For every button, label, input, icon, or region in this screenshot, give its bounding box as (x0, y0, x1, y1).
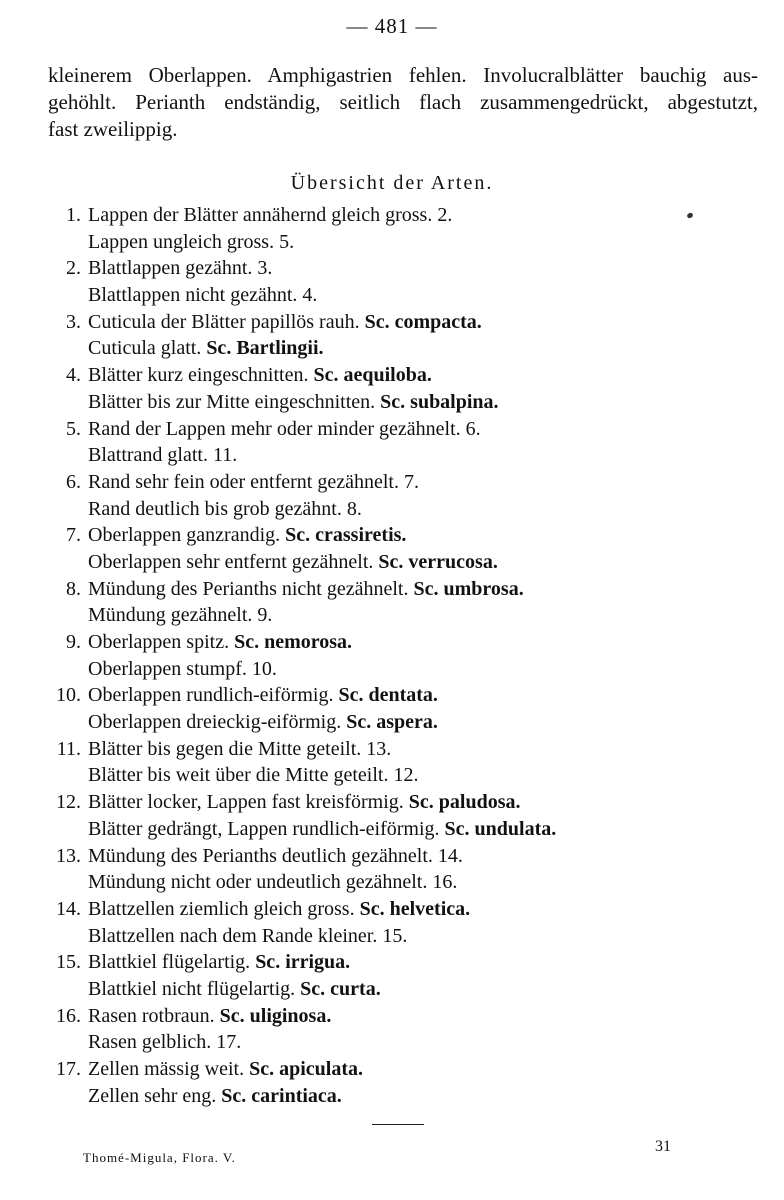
key-alternative (40, 869, 760, 896)
key-lead (40, 1056, 760, 1083)
key-number: 11. (56, 737, 81, 760)
key-text (88, 282, 317, 309)
key-description: Lappen der Blätter annähernd gleich gross. 2. (88, 204, 453, 226)
key-description: Lappen ungleich gross. 5. (88, 230, 295, 253)
key-text (88, 549, 498, 576)
key-alternative (40, 656, 760, 683)
key-number: 15. (56, 951, 81, 974)
key-alternative (40, 976, 760, 1003)
key-number: 12. (56, 791, 81, 814)
key-text (88, 309, 482, 336)
key-description: Oberlappen stumpf. 10. (88, 657, 277, 680)
key-lead (40, 789, 760, 816)
key-description: Blattkiel flügelartig. (88, 951, 256, 974)
species-name: Sc. aspera. (346, 711, 438, 734)
species-name: Sc. Bartlingii. (206, 337, 324, 360)
key-alternative (40, 442, 760, 469)
key-description: Mündung des Perianths deutlich gezähnelt. 14. (88, 844, 463, 867)
key-entry (40, 522, 760, 575)
key-alternative (40, 229, 760, 256)
key-lead (40, 469, 760, 496)
intro-line: fast zweilippig. (48, 117, 178, 141)
key-text (88, 816, 556, 843)
key-description: Zellen mässig weit. (88, 1058, 250, 1080)
key-entry (40, 843, 760, 896)
key-text (88, 923, 407, 950)
signature-number: 31 (655, 1138, 671, 1155)
key-text (88, 789, 520, 816)
species-name: Sc. nemorosa. (234, 631, 353, 653)
key-number: 2. (66, 257, 81, 280)
species-name: Sc. paludosa. (408, 791, 521, 814)
key-text (88, 469, 419, 496)
intro-line: gehöhlt. Perianth endständig, seitlich flach zusammengedrückt, abgestutzt, (48, 90, 758, 114)
key-entry (40, 1056, 760, 1109)
key-lead (40, 576, 760, 603)
key-lead (40, 202, 760, 229)
intro-line: kleinerem Oberlappen. Amphigastrien fehlen. Involucralblätter bauchig aus- (48, 63, 758, 87)
key-alternative (40, 496, 760, 523)
species-name: Sc. dentata. (338, 684, 438, 707)
key-text (88, 496, 362, 523)
species-name: Sc. crassiretis. (285, 524, 407, 547)
key-text (88, 335, 324, 362)
key-alternative (40, 762, 760, 789)
key-text (88, 869, 457, 896)
key-alternative (40, 335, 760, 362)
key-description: Blätter bis gegen die Mitte geteilt. 13. (88, 737, 392, 760)
key-description: Oberlappen sehr entfernt gezähnelt. (88, 550, 379, 573)
key-alternative (40, 709, 760, 736)
key-alternative (40, 282, 760, 309)
key-entry (40, 949, 760, 1002)
key-number: 10. (56, 684, 81, 707)
key-lead (40, 309, 760, 336)
key-description: Oberlappen spitz. (88, 631, 235, 653)
key-lead (40, 896, 760, 923)
key-lead (40, 843, 760, 870)
key-text (88, 576, 524, 603)
key-description: Cuticula der Blätter papillös rauh. (88, 310, 365, 333)
key-entry (40, 255, 760, 308)
key-lead (40, 362, 760, 389)
species-name: Sc. curta. (300, 977, 381, 1000)
key-number: 16. (56, 1004, 81, 1027)
key-text (88, 736, 391, 763)
key-description: Blätter locker, Lappen fast kreisförmig. (88, 791, 409, 814)
key-description: Blattzellen ziemlich gleich gross. (88, 897, 360, 920)
key-description: Rasen rotbraun. (88, 1004, 220, 1027)
key-description: Blattrand glatt. 11. (88, 444, 238, 467)
key-number: 8. (66, 577, 81, 600)
key-text (88, 522, 406, 549)
key-text (88, 1056, 363, 1083)
key-text (88, 896, 470, 923)
footer-signature: Thomé-Migula, Flora. V. (83, 1150, 236, 1165)
key-text (88, 1003, 331, 1030)
key-number: 14. (56, 897, 81, 920)
key-lead (40, 416, 760, 443)
key-number: 6. (66, 470, 81, 493)
key-description: Cuticula glatt. (88, 337, 207, 360)
section-title: Übersicht der Arten. (290, 172, 494, 194)
key-number: 9. (66, 631, 81, 653)
key-text (88, 202, 452, 229)
key-description: Mündung nicht oder undeutlich gezähnelt. 16. (88, 871, 458, 894)
footer-divider (372, 1124, 424, 1125)
key-text (88, 843, 463, 870)
species-name: Sc. undulata. (444, 817, 557, 840)
key-text (88, 416, 481, 443)
key-description: Oberlappen ganzrandig. (88, 524, 286, 547)
key-description: Blattkiel nicht flügelartig. (88, 977, 301, 1000)
key-text (88, 362, 432, 389)
key-text (88, 709, 438, 736)
key-lead (40, 522, 760, 549)
key-description: Blätter bis zur Mitte eingeschnitten. (88, 390, 381, 413)
species-name: Sc. irrigua. (255, 951, 351, 974)
key-number: 4. (66, 364, 81, 387)
key-number: 5. (66, 417, 81, 440)
key-entry (40, 416, 760, 469)
species-name: Sc. helvetica. (359, 897, 471, 920)
key-text (88, 762, 418, 789)
key-number: 7. (66, 524, 81, 547)
key-description: Mündung des Perianths nicht gezähnelt. (88, 577, 414, 600)
key-text (88, 1083, 342, 1110)
key-number: 17. (56, 1058, 81, 1080)
key-alternative (40, 389, 760, 416)
page-number: — 481 — (346, 14, 438, 38)
key-entry (40, 736, 760, 789)
key-entry (40, 682, 760, 735)
key-description: Oberlappen rundlich-eiförmig. (88, 684, 339, 707)
species-name: Sc. carintiaca. (221, 1084, 342, 1107)
key-lead (40, 255, 760, 282)
key-description: Rand deutlich bis grob gezähnt. 8. (88, 497, 362, 520)
key-description: Rand der Lappen mehr oder minder gezähnelt. 6. (88, 417, 481, 440)
species-name: Sc. verrucosa. (378, 550, 498, 573)
key-entry (40, 629, 760, 682)
key-description: Blattlappen nicht gezähnt. 4. (88, 284, 318, 307)
key-entry (40, 789, 760, 842)
key-description: Blattzellen nach dem Rande kleiner. 15. (88, 924, 408, 947)
key-description: Rand sehr fein oder entfernt gezähnelt. 7. (88, 470, 419, 493)
key-text (88, 442, 237, 469)
species-name: Sc. aequiloba. (313, 364, 432, 387)
key-description: Blattlappen gezähnt. 3. (88, 257, 273, 280)
key-alternative (40, 602, 760, 629)
key-text (88, 976, 381, 1003)
species-name: Sc. compacta. (364, 310, 482, 333)
intro-paragraph (48, 62, 758, 143)
key-lead (40, 1003, 760, 1030)
key-alternative (40, 923, 760, 950)
key-text (88, 602, 272, 629)
key-entry (40, 309, 760, 362)
key-alternative (40, 549, 760, 576)
key-lead (40, 736, 760, 763)
key-description: Zellen sehr eng. (88, 1084, 222, 1107)
key-entry (40, 469, 760, 522)
key-entry (40, 362, 760, 415)
key-alternative (40, 1083, 760, 1110)
key-text (88, 255, 272, 282)
key-entry (40, 1003, 760, 1056)
key-lead (40, 629, 760, 656)
key-entry (40, 896, 760, 949)
key-description: Blätter gedrängt, Lappen rundlich-eiförmig. (88, 817, 445, 840)
key-number: 1. (66, 204, 81, 226)
key-text (88, 949, 350, 976)
key-lead (40, 682, 760, 709)
species-name: Sc. subalpina. (380, 390, 499, 413)
key-text (88, 682, 438, 709)
key-description: Rasen gelblich. 17. (88, 1031, 242, 1054)
key-entry (40, 202, 760, 255)
species-name: Sc. umbrosa. (413, 577, 524, 600)
key-alternative (40, 1029, 760, 1056)
key-text (88, 656, 277, 683)
key-text (88, 629, 352, 656)
key-number: 3. (66, 310, 81, 333)
key-description: Blätter kurz eingeschnitten. (88, 364, 314, 387)
key-text (88, 389, 499, 416)
key-description: Blätter bis weit über die Mitte geteilt. 12. (88, 764, 419, 787)
key-alternative (40, 816, 760, 843)
species-name: Sc. apiculata. (249, 1058, 363, 1080)
key-text (88, 1029, 241, 1056)
key-text (88, 229, 294, 256)
key-description: Oberlappen dreieckig-eiförmig. (88, 711, 347, 734)
species-name: Sc. uliginosa. (219, 1004, 332, 1027)
key-description: Mündung gezähnelt. 9. (88, 604, 273, 627)
key-lead (40, 949, 760, 976)
key-number: 13. (56, 844, 81, 867)
species-key-list (40, 202, 760, 1109)
key-entry (40, 576, 760, 629)
